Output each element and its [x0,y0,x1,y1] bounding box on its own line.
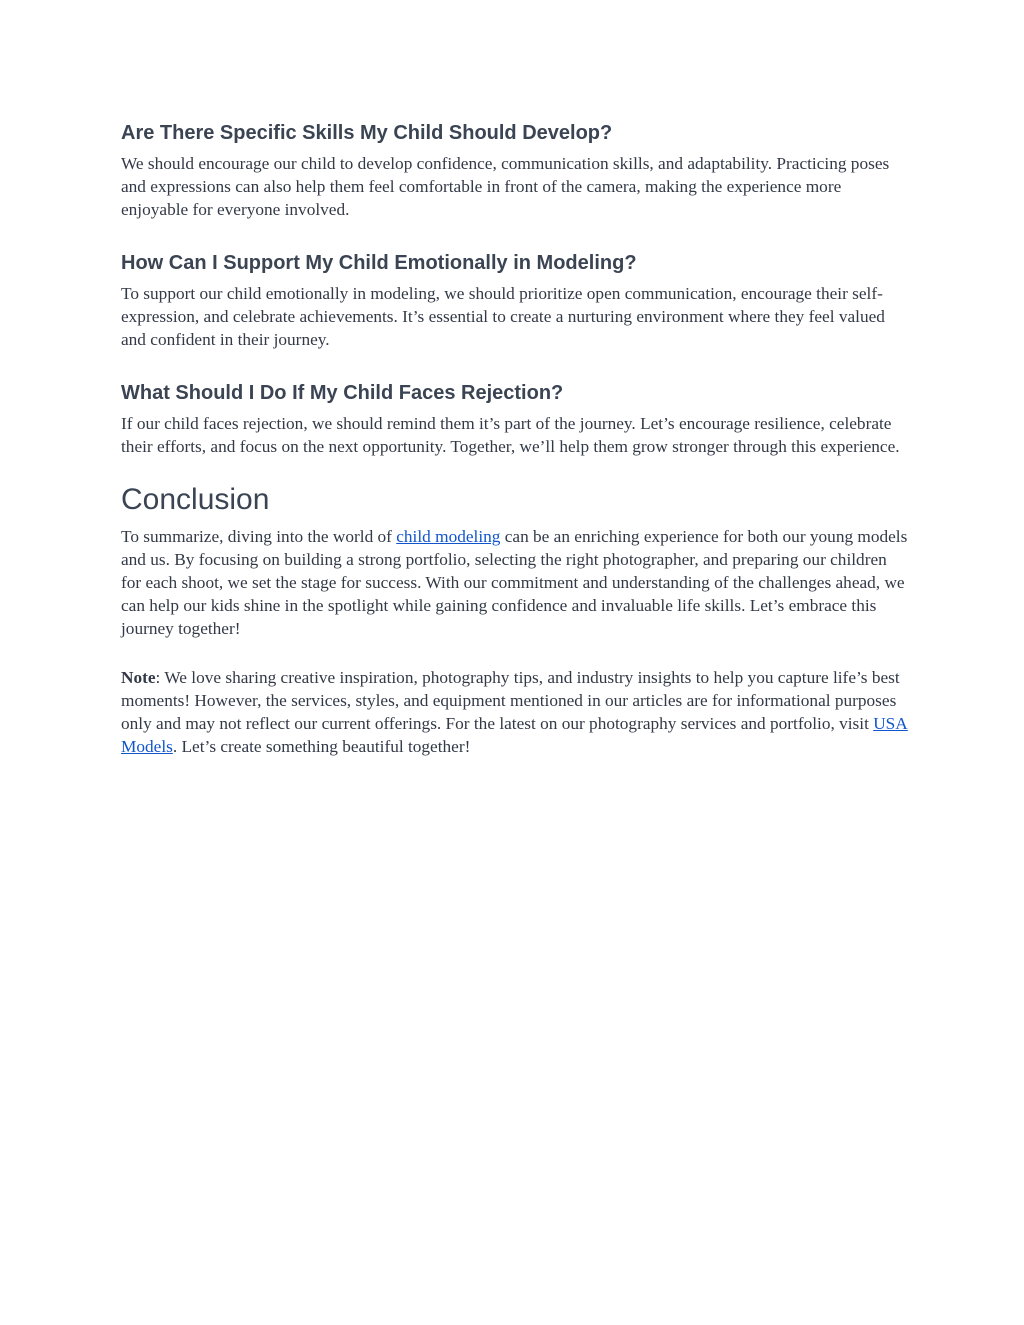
section-paragraph: If our child faces rejection, we should remind them it’s part of the journey. Let’s encourage resilience, celebrate their efforts, and focus on the next opportunity. Together, we’ll help them grow stronger through this experience. [121,414,900,456]
child-modeling-link[interactable]: child modeling [396,527,501,546]
note-text-before: : We love sharing creative inspiration, photography tips, and industry insights to help you capture life’s best moments! However, the services, styles, and equipment mentioned in our articles are for informational purposes only and may not reflect our current offerings. For the latest on our photography services and portfolio, visit [121,668,900,733]
note-text-after: . Let’s create something beautiful together! [172,737,471,756]
usa-models-link[interactable]: USA Models [121,714,908,756]
section-paragraph: To support our child emotionally in modeling, we should prioritize open communication, encourage their self-expression, and celebrate achievements. It’s essential to create a nurturing environment where they feel valued and confident in their journey. [121,284,885,349]
faq-section-skills [121,118,911,221]
note-label: Note [121,668,156,687]
section-heading: How Can I Support My Child Emotionally in Modeling? [121,252,637,274]
article-content [121,118,911,758]
faq-section-emotional-support [121,248,911,351]
section-heading: Are There Specific Skills My Child Should Develop? [121,122,613,144]
conclusion-text-before: To summarize, diving into the world of [121,527,397,546]
note-paragraph [121,666,911,758]
section-heading: What Should I Do If My Child Faces Rejection? [121,382,564,404]
conclusion-heading: Conclusion [121,483,270,516]
faq-section-rejection [121,378,911,458]
spacer [121,640,911,666]
conclusion-paragraph [121,525,911,640]
conclusion-section [121,480,911,640]
conclusion-text-after: can be an enriching experience for both our young models and us. By focusing on building a strong portfolio, selecting the right photographer, and preparing our children for each shoot, we set the stage for success. With our commitment and understanding of the challenges ahead, we can help our kids shine in the spotlight while gaining confidence and invaluable life skills. Let’s embrace this journey together! [121,527,908,638]
section-paragraph: We should encourage our child to develop confidence, communication skills, and adaptability. Practicing poses and expressions can also help them feel comfortable in front of the camera, making the experience more enjoyable for everyone involved. [121,154,890,219]
note-section [121,666,911,758]
